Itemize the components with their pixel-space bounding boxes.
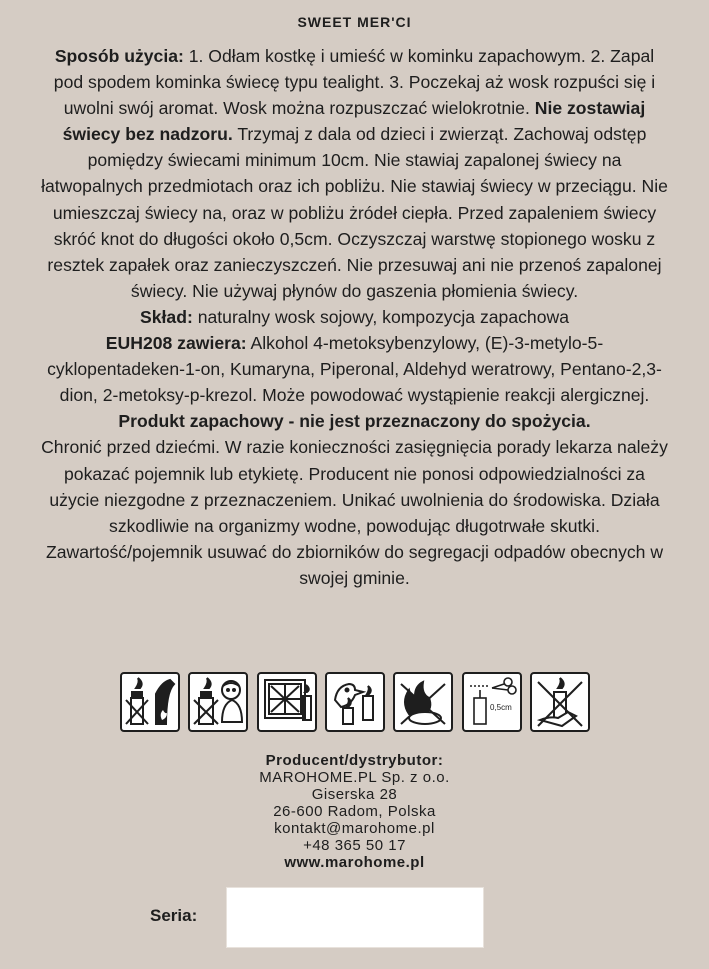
- composition-label: Skład:: [140, 306, 193, 327]
- no-flammable-nearby-icon: [120, 672, 180, 732]
- keep-away-from-pets-icon: [325, 672, 385, 732]
- usage-paragraph: [40, 43, 669, 304]
- composition-paragraph: [40, 304, 669, 330]
- euh-label: EUH208 zawiera:: [105, 333, 247, 354]
- seria-label: Seria:: [150, 906, 198, 925]
- seria-field: [226, 887, 484, 948]
- brand-name: SWEET MER'CI: [297, 14, 412, 30]
- no-moving-lit-candle-icon: [530, 672, 590, 732]
- euh-paragraph: [40, 330, 669, 408]
- safety-text: Trzymaj z dala od dzieci i zwierząt. Zachowaj odstęp pomiędzy świecami minimum 10cm. Nie stawiaj zapalonej świecy na łatwopalnych przedmiotach oraz ich pobliżu. Nie stawiaj świecy w przeciągu. Nie umieszczaj świecy na, oraz w pobliżu żródeł ciepła. Przed zapaleniem świecy skróć knot do długości około 0,5cm. Oczyszczaj warstwę stopionego wosku z resztek zapałek oraz zanieczyszczeń. Nie przesuwaj ani nie przenoś zapalonej świecy. Nie używaj płynów do gaszenia płomienia świecy.: [41, 124, 668, 301]
- no-draught-window-icon: [257, 672, 317, 732]
- no-heat-source-icon: [393, 672, 453, 732]
- wick-length-label: 0,5cm: [489, 703, 512, 712]
- producer-company: MAROHOME.PL Sp. z o.o.: [259, 769, 450, 786]
- product-warning: Produkt zapachowy - nie jest przeznaczony do spożycia.: [118, 411, 591, 432]
- producer-info: [0, 752, 709, 871]
- usage-label: Sposób użycia:: [54, 46, 184, 66]
- instructions-text: [40, 43, 669, 591]
- keep-away-from-children-icon: [188, 672, 248, 732]
- trim-wick-icon: [462, 672, 522, 732]
- euh-text: Alkohol 4-metoksybenzylowy, (E)-3-metylo-5-cyklopentadeken-1-on, Kumaryna, Piperonal, Aldehyd weratrowy, Pentano-2,3-dion, 2-metoksy-p-krezol. Może powodować wystąpienie reakcji alergicznej.: [47, 333, 662, 406]
- composition-text: naturalny wosk sojowy, kompozycja zapachowa: [192, 306, 569, 327]
- disposal-paragraph: Chronić przed dziećmi. W razie konieczności zasięgnięcia porady lekarza należy pokazać pojemnik lub etykietę. Producent nie ponosi odpowiedzialności za użycie niezgodne z przeznaczeniem. Unikać uwolnienia do środowiska. Działa szkodliwie na organizmy wodne, powodując długotrwałe skutki. Zawartość/pojemnik usuwać do zbiorników do segregacji odpadów obecnych w swojej gminie.: [41, 437, 668, 588]
- producer-heading: Producent/dystrybutor:: [265, 752, 444, 769]
- producer-phone: +48 365 50 17: [303, 837, 406, 854]
- producer-email[interactable]: kontakt@marohome.pl: [274, 820, 435, 837]
- producer-website[interactable]: www.marohome.pl: [284, 854, 425, 871]
- usage-text: 1. Odłam kostkę i umieść w kominku zapachowym. 2. Zapal pod spodem kominka świecę typu tealight. 3. Poczekaj aż wosk rozpuści się i uwolni swój aromat. Wosk można rozpuszczać wielokrotnie.: [53, 46, 656, 119]
- safety-pictograms: [120, 672, 590, 736]
- producer-city: 26-600 Radom, Polska: [273, 803, 436, 820]
- producer-street: Giserska 28: [311, 786, 398, 803]
- supervision-warning: Nie zostawiaj świecy bez nadzoru.: [62, 98, 646, 145]
